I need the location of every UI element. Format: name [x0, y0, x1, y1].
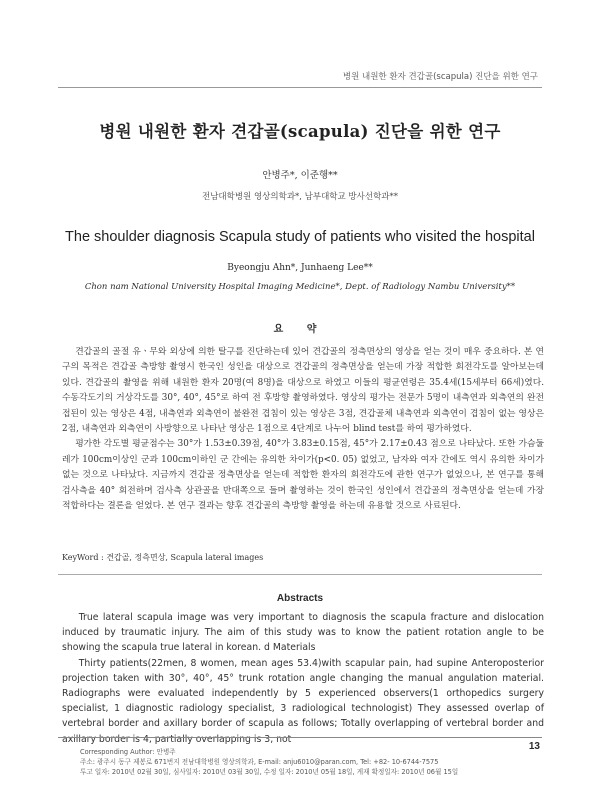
corresponding-author: Corresponding Author: 안병주 [80, 748, 176, 756]
english-abstract-paragraph: True lateral scapula image was very important to diagnosis the scapula fracture and dislocation induced by traumatic injury. The aim of this study was to know the patient rotation angle to be showing the scapula true lateral in korean. d Materials [62, 612, 544, 654]
english-abstract [62, 610, 544, 747]
keywords: KeyWord : 견갑골, 정측면상, Scapula lateral images [62, 553, 264, 562]
korean-abstract-paragraph: 평가한 각도별 평균점수는 30°가 1.53±0.39점, 40°가 3.83±0.15점, 45°가 2.17±0.43 점으로 나타났다. 또한 가슴둘레가 100cm이상인 군과 100cm이하인 군 간에는 유의한 차이가(p<0. 05) 없었고, 남자와 여자 간에도 역시 유의한 차이가 없는 것으로 나타났다. 지금까지 견갑골 정측면상을 얻는데 적합한 환자의 회전각도에 관한 연구가 없었으나, 본 연구를 통해 검사측을 40° 회전하며 검사측 상관골을 반대쪽으로 들며 촬영하는 것이 한국인 성인에서 견갑골의 정측면상을 얻는데 가장 적합하다는 결론을 얻었다. 본 연구 결과는 향후 견갑골의 측방향 촬영을 하는데 유용할 것으로 사료된다. [62, 439, 544, 512]
page-number: 13 [528, 741, 540, 752]
keyword-divider [58, 574, 542, 575]
running-head: 병원 내원한 환자 견갑골(scapula) 진단을 위한 연구 [342, 72, 538, 82]
affiliation-korean: 전남대학병원 영상의학과*, 남부대학교 방사선학과** [202, 192, 398, 202]
footer-divider [58, 737, 542, 738]
authors-korean: 안병주*, 이준행** [262, 170, 338, 181]
header-divider [58, 87, 542, 88]
korean-abstract [62, 345, 544, 514]
korean-abstract-paragraph: 견갑골의 골절 유ㆍ무와 외상에 의한 탈구를 진단하는데 있어 견갑골의 정측면상의 영상을 얻는 것이 매우 중요하다. 본 연구의 목적은 견갑골 측방향 촬영시 한국인 성인을 대상으로 견갑골의 정측면상을 얻는데 가장 적합한 회전각도를 알아보는데 있다. 견갑골의 촬영을 위해 내원한 환자 20명(여 8명)을 대상으로 하였고 이들의 평균연령은 35.4세(15세부터 66세)였다. 수동각도기의 거상각도를 30°, 40°, 45°로 하여 전 후방향 촬영하였다. 영상의 평가는 전문가 5명이 내측연과 외측연의 완전접된이 있는 영상은 4점, 내측연과 외측연이 불완전 겹침이 있는 영상은 3점, 견갑골체 내측연과 외측연이 겹침이 없는 영상은 2점, 내측연과 외측연이 사방향으로 나타난 영상은 1점으로 4단계로 나누어 blind test를 하여 평가하였다. [62, 347, 544, 435]
english-abstract-heading: Abstracts [276, 593, 324, 604]
authors-english: Byeongju Ahn*, Junhaeng Lee** [227, 263, 373, 273]
english-abstract-paragraph: Thirty patients(22men, 8 women, mean ages 53.4)with scapular pain, had supine Anteroposterior projection taken with 30°, 40°, 45° trunk rotation angle changing the manual angulation material. Radiographs were evaluated independently by 5 experienced observers(1 orthopedics surgery specialist, 1 diagnostic radiology specialist, 3 radiological technologist) They assessed overlap of vertebral border and axillary border of scapula as follows; Totally overlapping of vertebral border and axillary border is 4, partially overlapping is 3, not [62, 657, 544, 745]
paper-title-korean: 병원 내원한 환자 견갑골(scapula) 진단을 위한 연구 [99, 122, 501, 141]
footnote [80, 747, 560, 778]
submission-dates: 투고 일자: 2010년 02월 30일, 심사일자: 2010년 03월 30일, 수정 일자: 2010년 05월 18일, 게재 확정일자: 2010년 06월 15일 [80, 768, 459, 777]
korean-abstract-heading: 요 약 [273, 324, 327, 335]
paper-title-english: The shoulder diagnosis Scapula study of patients who visited the hospital [65, 229, 535, 245]
affiliation-english: Chon nam National University Hospital Imaging Medicine*, Dept. of Radiology Nambu University** [84, 282, 516, 292]
author-address: 주소: 광주시 동구 제봉로 671번지 전남대학병원 영상의학과, E-mail: anju6010@paran.com, Tel: +82- 10-6744-7575 [80, 758, 439, 767]
